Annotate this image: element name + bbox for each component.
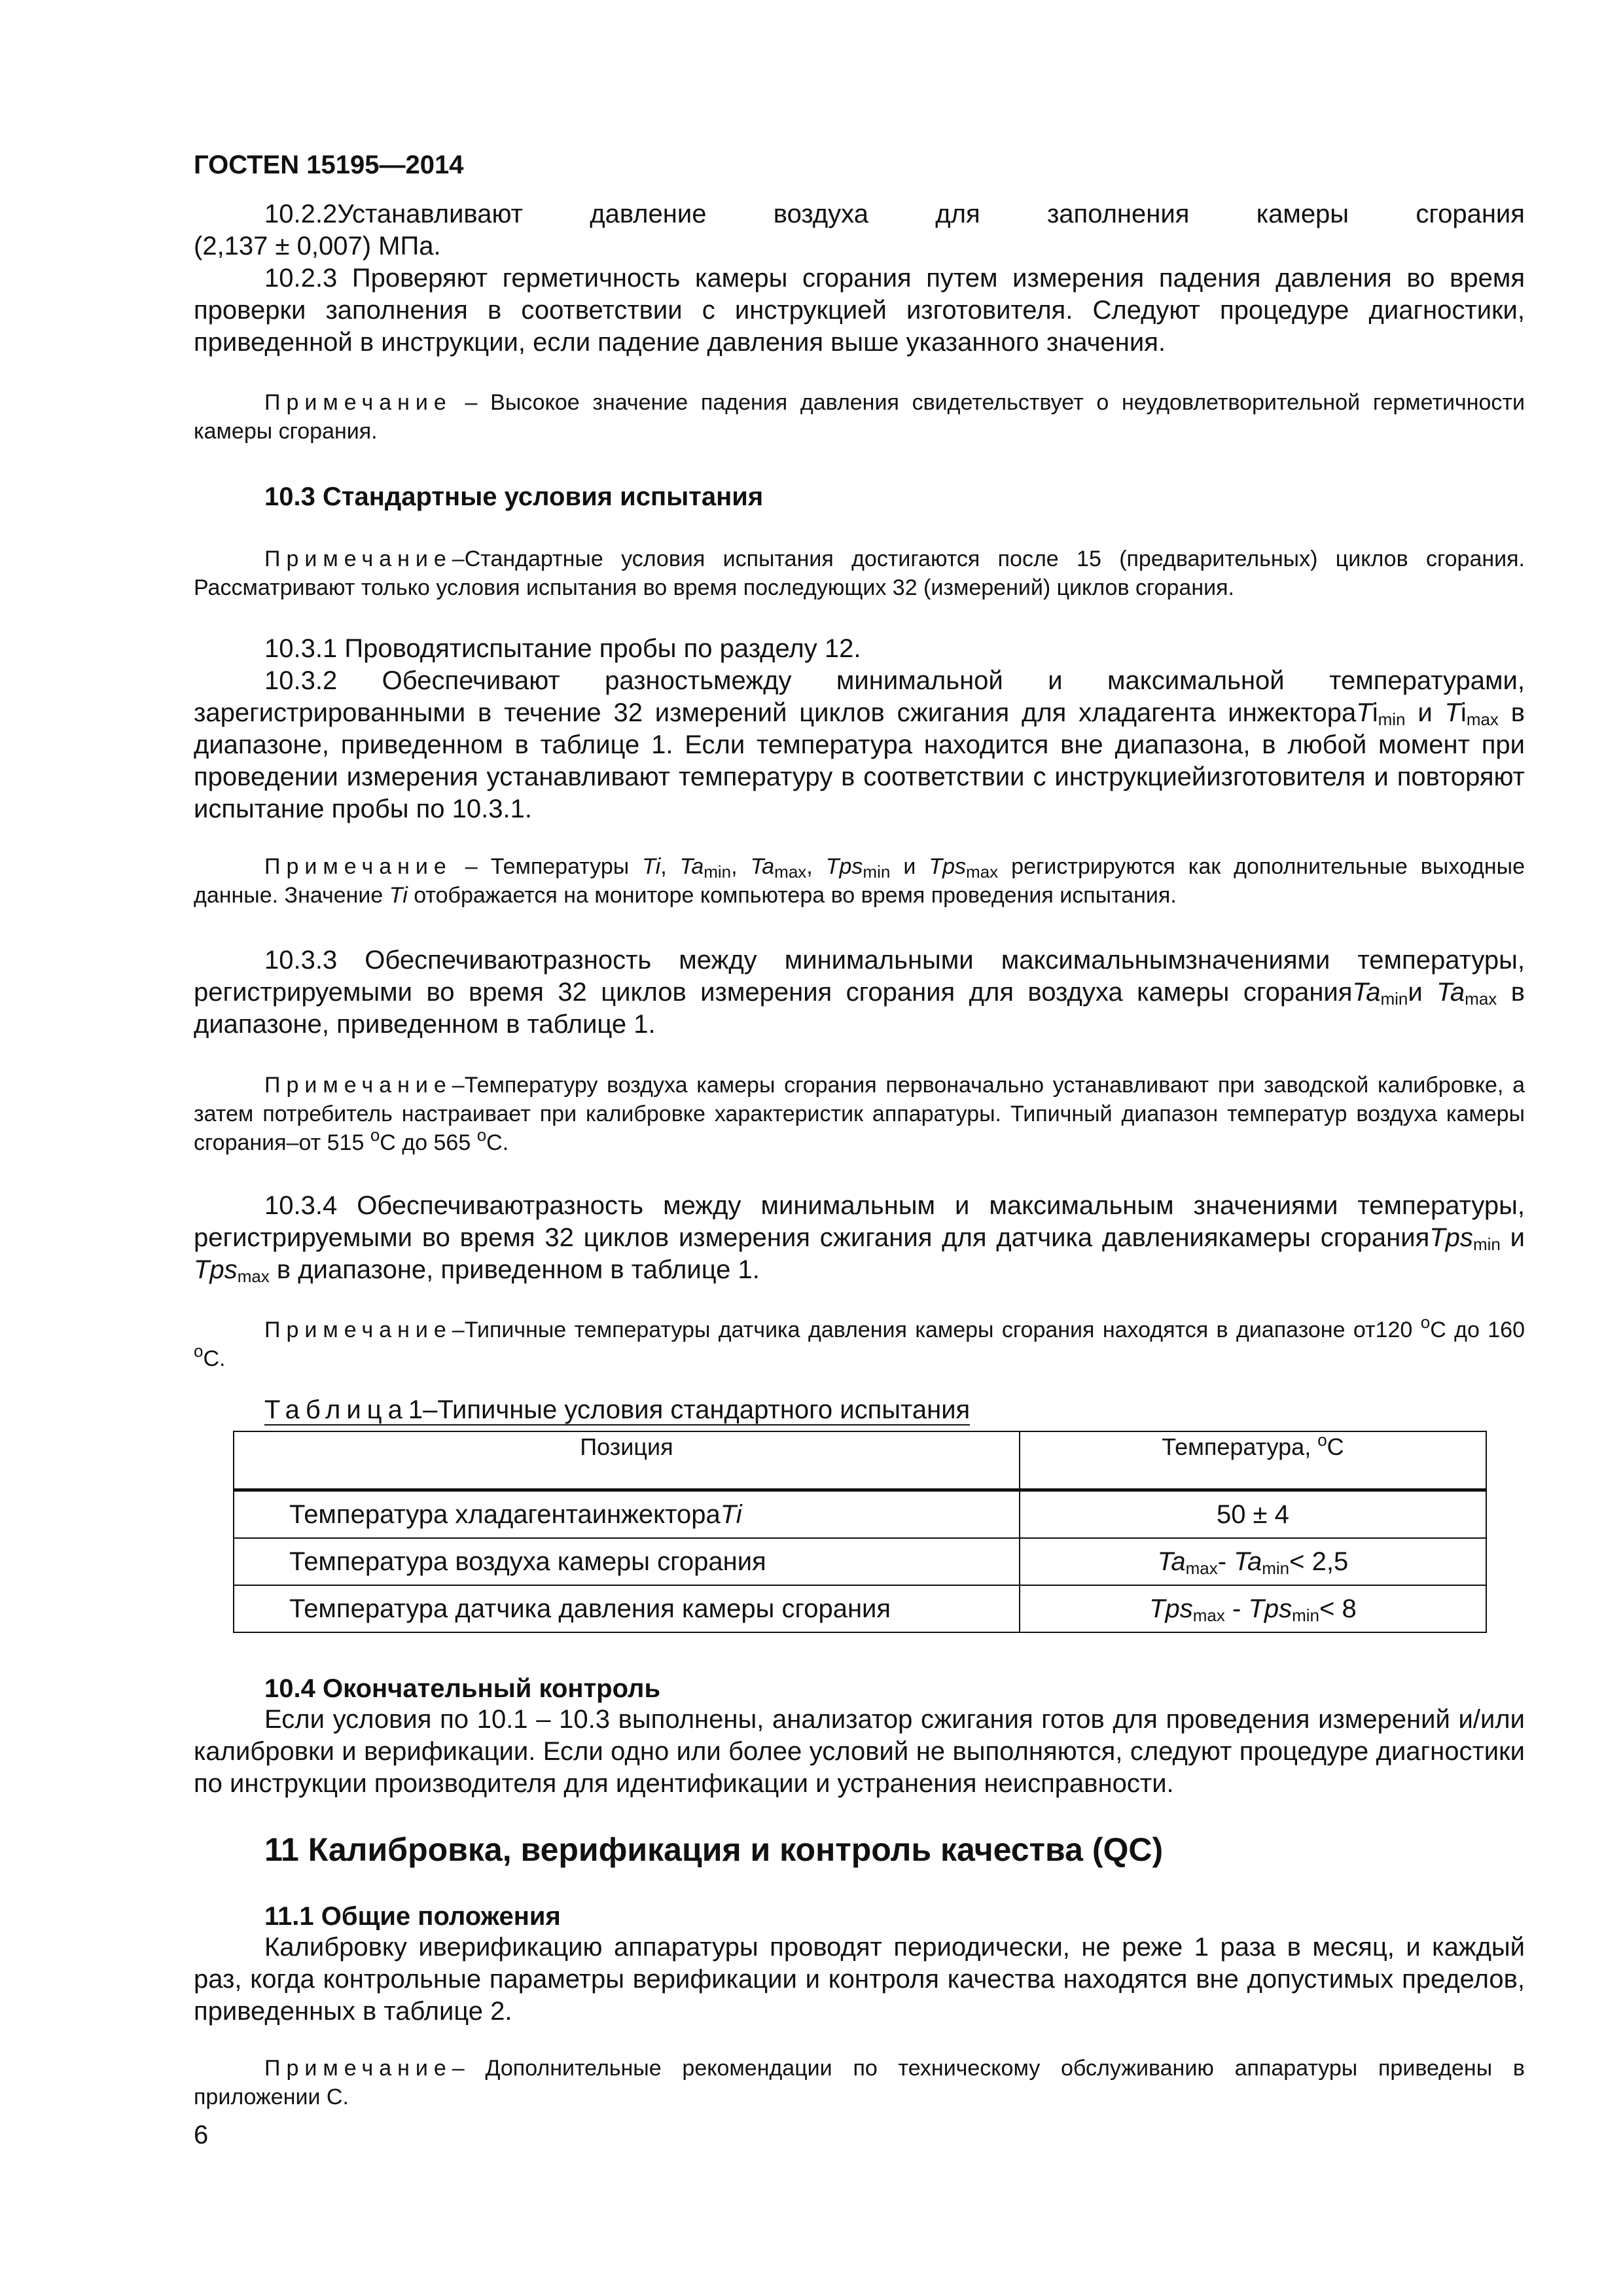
clause-11-1: Калибровку иверификацию аппаратуры проводят периодически, не реже 1 раза в месяц, и каждый раз, когда контрольные параметры верификации и контроля качества находятся вне допустимых пределов, приведенных в таблице 2. (194, 1933, 1525, 2026)
table-row (234, 1490, 1486, 1539)
page-number: 6 (194, 2121, 209, 2149)
table-1-caption: Таблица1–Типичные условия стандартного испытания (264, 1395, 971, 1424)
note-label: Примечание (264, 547, 452, 571)
section-heading-10-4: 10.4 Окончательный контроль (264, 1674, 661, 1703)
note-2: Примечание–Стандартные условия испытания достигаются после 15 (предварительных) циклов сгорания. Рассматривают только условия испытания во время последующих 32 (измерений) циклов сгорания. (194, 547, 1525, 600)
section-heading-10-3: 10.3 Стандартные условия испытания (264, 482, 764, 511)
table-header-row (234, 1431, 1486, 1490)
note-label: Примечание (264, 854, 452, 879)
clause-10-2-2-line1: 10.2.2Устанавливают давление воздуха для заполнения камеры сгорания (264, 200, 1525, 228)
clause-10-3-3: 10.3.3 Обеспечиваютразность между минимальными максимальнымзначениями температуры, регистрируемыми во время 32 циклов измерения сгорания для воздуха камеры сгоранияTa$_{min}$и $Ta_{max}$ в диапазоне, приведенном в таблице 1. (194, 946, 1525, 1039)
table-cell-value: 50 ± 4 (1020, 1490, 1486, 1539)
clause-10-3-2: 10.3.2 Обеспечивают разностьмежду минимальной и максимальной температурами, зарегистрированными в течение 32 измерений циклов сжигания для хладагента инжектораTi$_{min}$ и $Ti_{max}$ в диапазоне, приведенном в таблице 1. Если температура находится вне диапазона, в любой момент при проведении измерения устанавливают температуру в соответствии с инструкциейизготовителя и повторяют испытание пробы по 10.3.1. (194, 666, 1525, 823)
clause-10-2-2-line2: (2,137 ± 0,007) МПа. (194, 232, 441, 260)
table-header-temperature: Температура, $^o$C (1020, 1431, 1486, 1490)
clause-10-2-2 (194, 198, 1525, 262)
table-cell-position: Температура воздуха камеры сгорания (234, 1538, 1020, 1585)
table-row (234, 1585, 1486, 1632)
table-cell-value: $Ta_{max}-$ $Ta_{min}< 2,5$ (1020, 1538, 1486, 1585)
clause-10-3-4: 10.3.4 Обеспечиваютразность между минимальным и максимальным значениями температуры, регистрируемыми во время 32 циклов измерения сжигания для датчика давлениякамеры сгоранияTps$_{min}$ и Tps$_{max}$ в диапазоне, приведенном в таблице 1. (194, 1191, 1525, 1286)
note-label: Примечание (264, 1318, 452, 1342)
clause-10-2-3: 10.2.3 Проверяют герметичность камеры сгорания путем измерения падения давления во время проверки заполнения в соответствии с инструкцией изготовителя. Следуют процедуре диагностики, приведенной в инструкции, если падение давления выше указанного значения. (194, 264, 1525, 357)
table-cell-value: Tps$_{max}$ - Tps$_{min}$< 8 (1020, 1585, 1486, 1632)
table-cell-position: Температура датчика давления камеры сгорания (234, 1585, 1020, 1632)
table-cell-position: Температура хладагентаинжектораTi (234, 1490, 1020, 1539)
note-label: Примечание (264, 390, 452, 415)
note-label: Примечание (264, 2056, 452, 2081)
clause-10-4: Если условия по 10.1 – 10.3 выполнены, анализатор сжигания готов для проведения измерений и/или калибровки и верификации. Если одно или более условий не выполняются, следуют процедуре диагностики по инструкции производителя для идентификации и устранения неисправности. (194, 1705, 1525, 1798)
note-label: Примечание (264, 1073, 452, 1098)
note-4: Примечание–Температуру воздуха камеры сгорания первоначально устанавливают при заводской калибровке, а затем потребитель настраивает при калибровке характеристик аппаратуры. Типичный диапазон температур воздуха камеры сгорания–от 515 $^o$C до 565 $^o$C. (194, 1073, 1525, 1155)
note-1: Примечание – Высокое значение падения давления свидетельствует о неудовлетворительной герметичности камеры сгорания. (194, 390, 1525, 444)
note-5: Примечание–Типичные температуры датчика давления камеры сгорания находятся в диапазоне от120 $^o$C до 160 $^o$C. (194, 1312, 1525, 1371)
table-row (234, 1538, 1486, 1585)
table-label: Таблица (264, 1395, 408, 1424)
clause-10-3-1: 10.3.1 Проводятиспытание пробы по разделу 12. (264, 634, 861, 663)
note-3: Примечание – Температуры Ti, $Ta_{min}$, $Ta_{max}$, Tps$_{min}$ и Tps$_{max}$ регистрируются как дополнительные выходные данные. Значение Ti отображается на мониторе компьютера во время проведения испытания. (194, 854, 1525, 908)
document-id: ГОСТEN 15195—2014 (194, 151, 464, 179)
section-heading-11: 11 Калибровка, верификация и контроль качества (QC) (264, 1831, 1164, 1868)
table-header-position: Позиция (234, 1431, 1020, 1490)
section-heading-11-1: 11.1 Общие положения (264, 1902, 561, 1931)
table-1 (233, 1431, 1487, 1633)
note-6: Примечание– Дополнительные рекомендации по техническому обслуживанию аппаратуры приведены в приложении С. (194, 2056, 1525, 2109)
